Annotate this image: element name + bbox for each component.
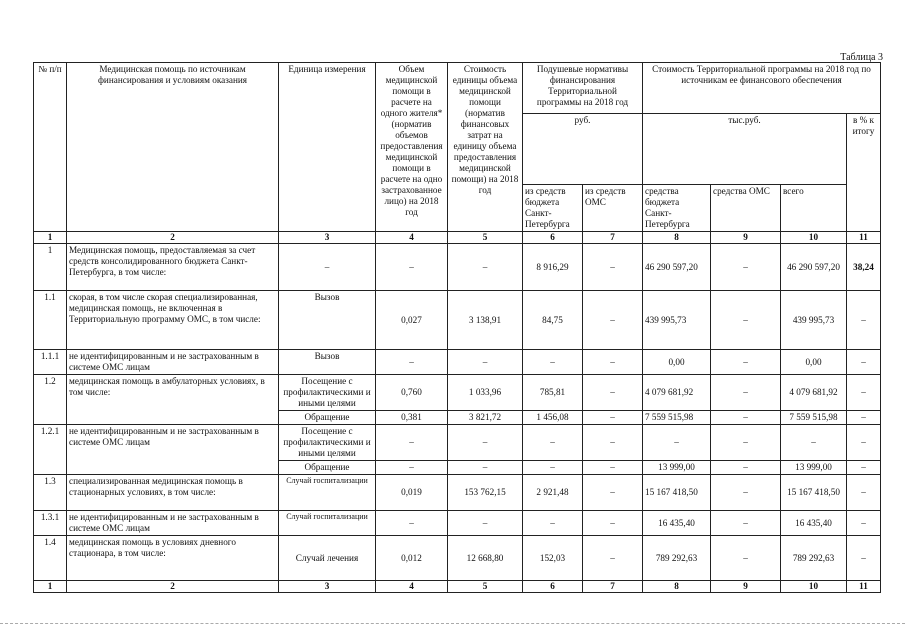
- row-unit: Вызов: [279, 291, 376, 350]
- col-number: 10: [781, 581, 847, 593]
- row-budget: 13 999,00: [643, 461, 711, 475]
- table-row: [34, 475, 881, 511]
- table-row: [34, 511, 881, 536]
- row-unit: –: [279, 244, 376, 291]
- row-oms-funds: –: [711, 375, 781, 411]
- row-oms-funds: –: [711, 411, 781, 425]
- header-num: № п/п: [34, 63, 67, 232]
- header-volume: Объем медицинской помощи в расчете на одного жителя* (норматив объемов предоставления медицинской помощи в расчете на одно застрахованное лицо) на 2018 год: [376, 63, 448, 232]
- row-pct: –: [847, 375, 881, 411]
- row-spb: –: [523, 350, 583, 375]
- row-num: 1.4: [34, 536, 67, 581]
- header-name: Медицинская помощь по источникам финансирования и условиям оказания: [67, 63, 279, 232]
- header-cost: Стоимость единицы объема медицинской помощи (норматив финансовых затрат на единицу объема предоставления медицинской помощи) на 2018 год: [448, 63, 523, 232]
- row-volume: –: [376, 461, 448, 475]
- row-oms-funds: –: [711, 511, 781, 536]
- row-volume: 0,019: [376, 475, 448, 511]
- row-unit: Обращение: [279, 461, 376, 475]
- row-budget: 7 559 515,98: [643, 411, 711, 425]
- row-spb: –: [523, 511, 583, 536]
- row-num: 1.3.1: [34, 511, 67, 536]
- row-all: 13 999,00: [781, 461, 847, 475]
- row-oms: –: [583, 536, 643, 581]
- table-row: [34, 244, 881, 291]
- row-cost: 12 668,80: [448, 536, 523, 581]
- row-volume: –: [376, 244, 448, 291]
- row-spb: –: [523, 461, 583, 475]
- row-spb: –: [523, 425, 583, 461]
- row-name: медицинская помощь в амбулаторных условиях, в том числе:: [67, 375, 279, 425]
- row-name: не идентифицированным и не застрахованным в системе ОМС лицам: [67, 350, 279, 375]
- row-cost: 1 033,96: [448, 375, 523, 411]
- col-number: 9: [711, 232, 781, 244]
- col-number: 5: [448, 581, 523, 593]
- col-number: 5: [448, 232, 523, 244]
- row-oms: –: [583, 350, 643, 375]
- row-budget: 15 167 418,50: [643, 475, 711, 511]
- row-budget: 16 435,40: [643, 511, 711, 536]
- row-budget: 0,00: [643, 350, 711, 375]
- row-name: не идентифицированным и не застрахованным в системе ОМС лицам: [67, 425, 279, 475]
- row-volume: 0,012: [376, 536, 448, 581]
- table-row: [34, 425, 881, 461]
- row-volume: –: [376, 425, 448, 461]
- header-all: всего: [781, 185, 847, 232]
- row-oms-funds: –: [711, 425, 781, 461]
- table-caption: Таблица 3: [840, 52, 883, 63]
- row-budget: 439 995,73: [643, 291, 711, 350]
- row-cost: –: [448, 511, 523, 536]
- row-cost: 3 821,72: [448, 411, 523, 425]
- col-number: 2: [67, 232, 279, 244]
- table-row: [34, 291, 881, 350]
- col-number: 2: [67, 581, 279, 593]
- header-thous-rub: тыс.руб.: [643, 114, 847, 185]
- row-cost: –: [448, 461, 523, 475]
- col-number: 8: [643, 232, 711, 244]
- col-number: 6: [523, 232, 583, 244]
- header-unit: Единица измерения: [279, 63, 376, 232]
- row-num: 1.3: [34, 475, 67, 511]
- header-oms: из средств ОМС: [583, 185, 643, 232]
- page-edge-line: [0, 623, 905, 624]
- row-oms: –: [583, 244, 643, 291]
- row-all: 4 079 681,92: [781, 375, 847, 411]
- row-volume: –: [376, 350, 448, 375]
- col-number: 10: [781, 232, 847, 244]
- row-name: скорая, в том числе скорая специализированная, медицинская помощь, не включенная в Территориальную программу ОМС, в том числе:: [67, 291, 279, 350]
- row-oms: –: [583, 461, 643, 475]
- row-budget: 46 290 597,20: [643, 244, 711, 291]
- col-number: 3: [279, 232, 376, 244]
- col-number: 4: [376, 232, 448, 244]
- row-unit: Случай лечения: [279, 536, 376, 581]
- row-cost: –: [448, 350, 523, 375]
- row-cost: –: [448, 244, 523, 291]
- col-number: 7: [583, 581, 643, 593]
- row-num: 1: [34, 244, 67, 291]
- row-unit: Посещение с профилактическими и иными целями: [279, 425, 376, 461]
- column-number-row-bottom: [34, 581, 881, 593]
- row-budget: 4 079 681,92: [643, 375, 711, 411]
- table-row: [34, 536, 881, 581]
- row-pct: –: [847, 461, 881, 475]
- column-number-row: [34, 232, 881, 244]
- col-number: 7: [583, 232, 643, 244]
- col-number: 3: [279, 581, 376, 593]
- header-budget-funds: средства бюджета Санкт-Петербурга: [643, 185, 711, 232]
- row-volume: 0,027: [376, 291, 448, 350]
- row-volume: 0,760: [376, 375, 448, 411]
- row-pct: –: [847, 511, 881, 536]
- row-oms: –: [583, 291, 643, 350]
- row-spb: 152,03: [523, 536, 583, 581]
- row-oms-funds: –: [711, 291, 781, 350]
- row-all: 7 559 515,98: [781, 411, 847, 425]
- col-number: 11: [847, 581, 881, 593]
- row-name: не идентифицированным и не застрахованным в системе ОМС лицам: [67, 511, 279, 536]
- row-oms: –: [583, 425, 643, 461]
- row-spb: 84,75: [523, 291, 583, 350]
- row-cost: 153 762,15: [448, 475, 523, 511]
- row-unit: Случай госпитализации: [279, 511, 376, 536]
- col-number: 6: [523, 581, 583, 593]
- row-pct: –: [847, 291, 881, 350]
- row-oms-funds: –: [711, 536, 781, 581]
- row-num: 1.2: [34, 375, 67, 425]
- row-oms: –: [583, 411, 643, 425]
- col-number: 9: [711, 581, 781, 593]
- table-row: [34, 350, 881, 375]
- header-rub: руб.: [523, 114, 643, 185]
- row-spb: 8 916,29: [523, 244, 583, 291]
- row-oms-funds: –: [711, 244, 781, 291]
- row-num: 1.1: [34, 291, 67, 350]
- row-volume: –: [376, 511, 448, 536]
- row-pct: –: [847, 411, 881, 425]
- col-number: 8: [643, 581, 711, 593]
- row-all: 46 290 597,20: [781, 244, 847, 291]
- col-number: 1: [34, 581, 67, 593]
- row-oms: –: [583, 475, 643, 511]
- row-pct: –: [847, 536, 881, 581]
- row-cost: –: [448, 425, 523, 461]
- row-budget: –: [643, 425, 711, 461]
- header-oms-funds: средства ОМС: [711, 185, 781, 232]
- row-name: специализированная медицинская помощь в стационарных условиях, в том числе:: [67, 475, 279, 511]
- row-name: медицинская помощь в условиях дневного стационара, в том числе:: [67, 536, 279, 581]
- row-unit: Вызов: [279, 350, 376, 375]
- row-oms-funds: –: [711, 350, 781, 375]
- row-oms-funds: –: [711, 475, 781, 511]
- row-oms: –: [583, 511, 643, 536]
- row-unit: Посещение с профилактическими и иными целями: [279, 375, 376, 411]
- col-number: 4: [376, 581, 448, 593]
- row-oms-funds: –: [711, 461, 781, 475]
- row-all: 439 995,73: [781, 291, 847, 350]
- funding-table: [33, 62, 881, 593]
- header-percapita: Подушевые нормативы финансирования Территориальной программы на 2018 год: [523, 63, 643, 114]
- row-spb: 785,81: [523, 375, 583, 411]
- row-all: 789 292,63: [781, 536, 847, 581]
- row-all: 15 167 418,50: [781, 475, 847, 511]
- row-name: Медицинская помощь, предоставляемая за счет средств консолидированного бюджета Санкт-Петербурга, в том числе:: [67, 244, 279, 291]
- row-cost: 3 138,91: [448, 291, 523, 350]
- row-num: 1.2.1: [34, 425, 67, 475]
- row-pct: –: [847, 350, 881, 375]
- col-number: 1: [34, 232, 67, 244]
- row-volume: 0,381: [376, 411, 448, 425]
- row-num: 1.1.1: [34, 350, 67, 375]
- row-all: 0,00: [781, 350, 847, 375]
- row-unit: Обращение: [279, 411, 376, 425]
- row-oms: –: [583, 375, 643, 411]
- row-spb: 2 921,48: [523, 475, 583, 511]
- table-row: [34, 375, 881, 411]
- row-all: –: [781, 425, 847, 461]
- row-spb: 1 456,08: [523, 411, 583, 425]
- header-total: Стоимость Территориальной программы на 2018 год по источникам ее финансового обеспечения: [643, 63, 881, 114]
- row-budget: 789 292,63: [643, 536, 711, 581]
- row-pct: 38,24: [847, 244, 881, 291]
- header-row-1: [34, 63, 881, 114]
- row-pct: –: [847, 425, 881, 461]
- header-spb-budget: из средств бюджета Санкт-Петербурга: [523, 185, 583, 232]
- header-pct: в % к итогу: [847, 114, 881, 232]
- row-all: 16 435,40: [781, 511, 847, 536]
- row-unit: Случай госпитализации: [279, 475, 376, 511]
- row-pct: –: [847, 475, 881, 511]
- col-number: 11: [847, 232, 881, 244]
